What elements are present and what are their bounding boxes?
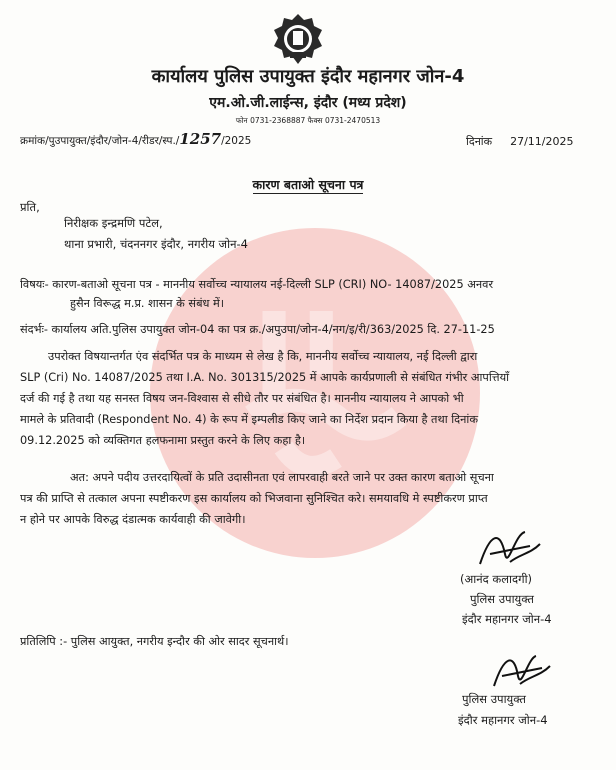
subject-line-1: विषयः- कारण-बताओ सूचना पत्र - माननीय सर्वोच्च न्यायालय नई-दिल्ली SLP (CRI) NO- 14087/2025 अनवर [20, 278, 494, 291]
para1-line-5: 09.12.2025 को व्यक्तिगत हलफनामा प्रस्तुत करने के लिए कहा है। [20, 434, 306, 447]
para2-line-3: न होने पर आपके विरुद्ध दंडात्मक कार्यवाही की जावेगी। [20, 513, 246, 526]
police-emblem [270, 12, 326, 66]
office-contact: फोन 0731-2368887 फैक्स 0731-2470513 [235, 116, 381, 125]
office-address: एम.ओ.जी.लाईन्स, इंदौर (मध्य प्रदेश) [209, 95, 407, 111]
signature-1 [470, 524, 550, 574]
signature-2 [486, 648, 556, 694]
para2-line-2: पत्र की प्राप्ति से तत्काल अपना स्पष्टीकरण इस कार्यालय को भिजवाना सुनिश्चित करे। समयावधि मे स्पष्टीकरण प्राप्त [20, 492, 488, 505]
recipient-name: निरीक्षक इन्द्रमणि पटेल, [64, 216, 163, 230]
signatory2-designation: पुलिस उपायुक्त [462, 692, 526, 706]
reference-number [20, 130, 251, 148]
date-value: 27/11/2025 [510, 135, 574, 148]
signatory-name: (आनंद कलादगी) [460, 572, 533, 586]
recipient-office: थाना प्रभारी, चंदननगर इंदौर, नगरीय जोन-4 [64, 237, 248, 251]
reference-prefix: क्रमांक/पुउपायुक्त/इंदौर/जोन-4/रीडर/स्प./ [20, 135, 180, 147]
subject-block [20, 275, 600, 313]
para2-line-1: अत: अपने पदीय उत्तरदायित्वों के प्रति उदासीनता एवं लापरवाही बरते जाने पर उक्त कारण बताओ सूचना [70, 471, 494, 484]
reference-line: संदर्भः- कार्यालय अति.पुलिस उपायुक्त जोन-04 का पत्र क्र./अपुउपा/जोन-4/नग/इ/री/363/2025 दि. 27-11-25 [20, 323, 495, 336]
copy-to: प्रतिलिपि :- पुलिस आयुक्त, नगरीय इन्दौर की ओर सादर सूचनार्थ। [20, 635, 289, 648]
para1-line-1: उपरोक्त विषयान्तर्गत एंव संदर्भित पत्र के माध्यम से लेख है कि, माननीय सर्वोच्च न्यायालय, नई दिल्ली द्वारा [48, 350, 478, 363]
date-label: दिनांक [466, 135, 493, 148]
letter-date [466, 134, 574, 149]
signatory-place: इंदौर महानगर जोन-4 [462, 612, 552, 626]
letter-heading: कारण बताओ सूचना पत्र [252, 177, 364, 192]
para1-line-3: दर्ज की गई है तथा यह सनस्त विषय जन-विश्वास से सीधे तौर पर संबंधित है। माननीय न्यायालय ने आपको भी [20, 392, 464, 405]
para1-line-4: मामले के प्रतिवादी (Respondent No. 4) के रूप में इम्पलीड किए जाने का निर्देश प्रदान किया है तथा दिनांक [20, 413, 479, 426]
reference-handwritten-number: 1257 [179, 130, 222, 148]
subject-line-2: हुसैन विरूद्ध म.प्र. शासन के संबंध में। [70, 297, 225, 310]
para1-line-2: SLP (Cri) No. 14087/2025 तथा I.A. No. 301315/2025 में आपके कार्यप्रणाली से संबंधित गंभीर आपत्तियाँ [20, 371, 510, 384]
reference-suffix: /2025 [221, 135, 252, 147]
signatory2-place: इंदौर महानगर जोन-4 [458, 713, 548, 727]
body-paragraph-2 [20, 467, 600, 530]
signatory-designation: पुलिस उपायुक्त [470, 592, 534, 606]
office-title: कार्यालय पुलिस उपायुक्त इंदौर महानगर जोन-4 [151, 66, 465, 87]
to-label: प्रति, [20, 200, 40, 214]
body-paragraph-1 [20, 346, 600, 451]
